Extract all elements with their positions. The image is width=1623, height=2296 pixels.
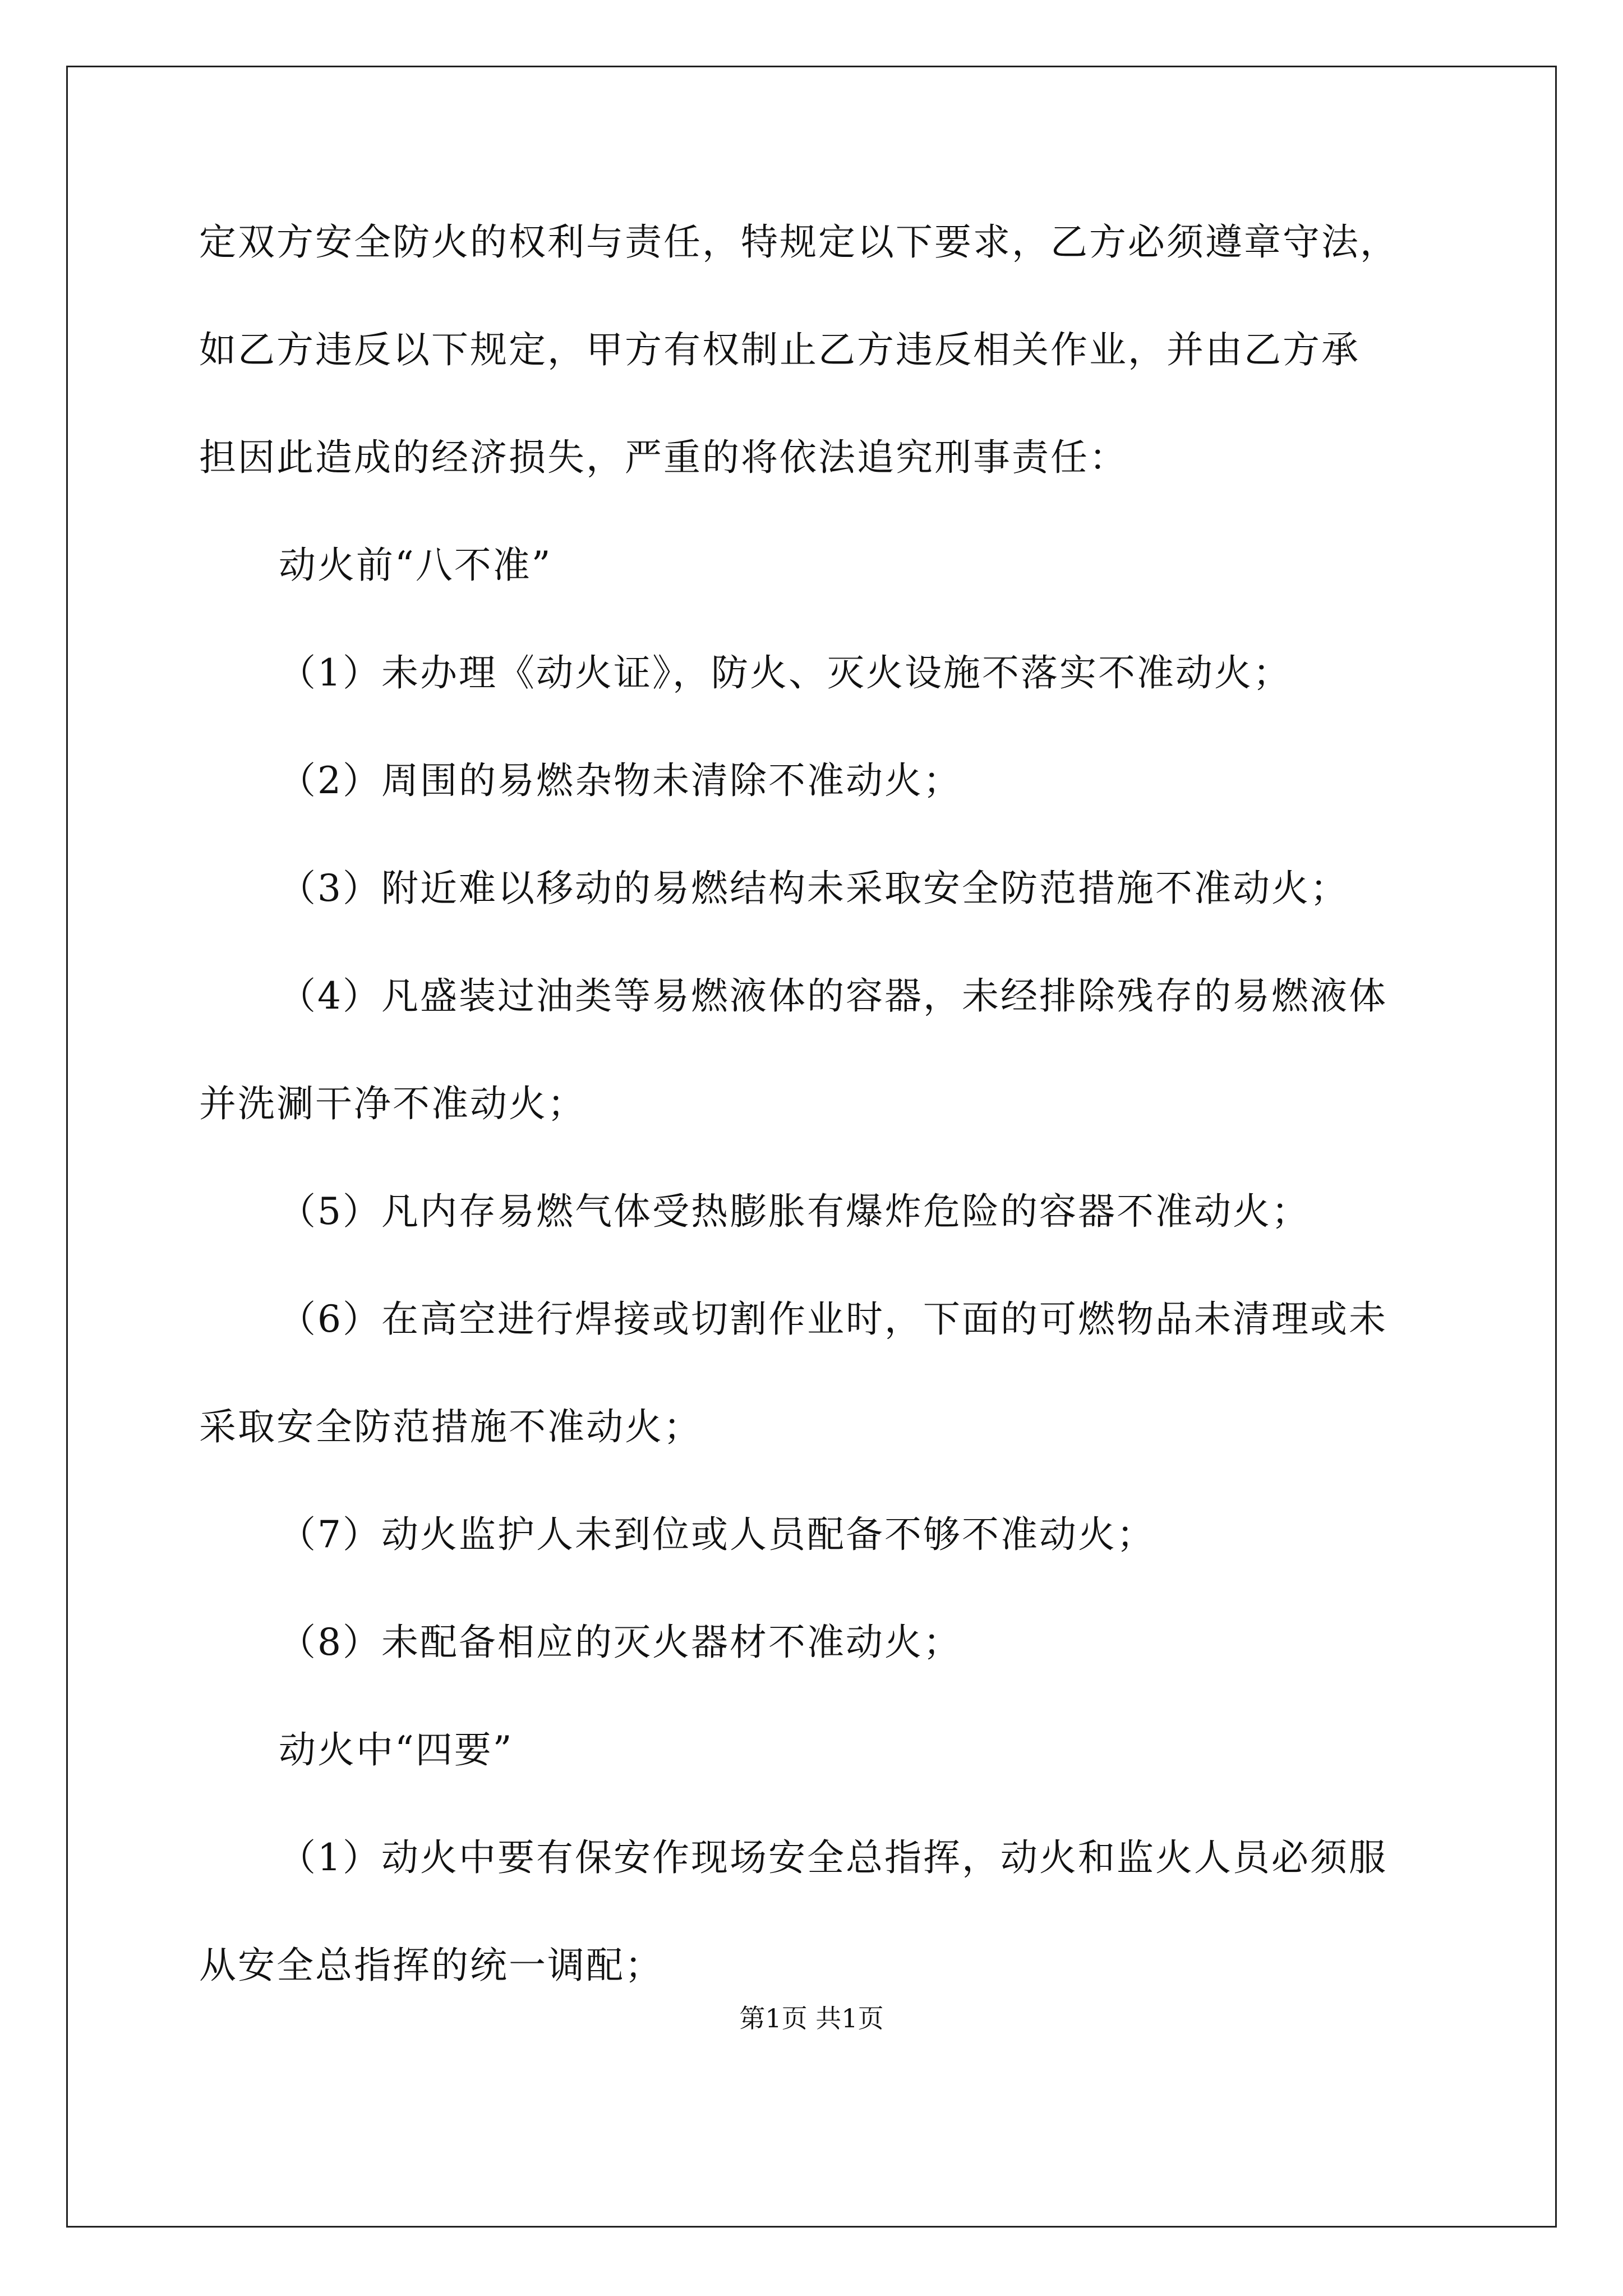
rule-item-3: （3）附近难以移动的易燃结构未采取安全防范措施不准动火； xyxy=(279,867,1349,910)
rule-item-5: （5）凡内存易燃气体受热膨胀有爆炸危险的容器不准动火； xyxy=(279,1190,1310,1233)
rule-item-6-continued: 采取安全防范措施不准动火； xyxy=(199,1405,702,1448)
rule-item-6: （6）在高空进行焊接或切割作业时，下面的可燃物品未清理或未 xyxy=(279,1297,1387,1341)
during-item-1-continued: 从安全总指挥的统一调配； xyxy=(199,1944,663,1987)
rule-item-2: （2）周围的易燃杂物未清除不准动火； xyxy=(279,759,962,802)
page-footer: 第1页 共1页 xyxy=(739,2003,884,2033)
rule-item-8: （8）未配备相应的灭火器材不准动火； xyxy=(279,1621,962,1664)
body-line-2: 如乙方违反以下规定，甲方有权制止乙方违反相关作业，并由乙方承 xyxy=(199,328,1360,371)
rule-item-4: （4）凡盛装过油类等易燃液体的容器，未经排除残存的易燃液体 xyxy=(279,974,1387,1018)
section-heading-before: 动火前“八不准” xyxy=(279,544,552,587)
body-line-3: 担因此造成的经济损失，严重的将依法追究刑事责任： xyxy=(199,436,1128,479)
section-heading-during: 动火中“四要” xyxy=(279,1728,514,1772)
rule-item-7: （7）动火监护人未到位或人员配备不够不准动火； xyxy=(279,1513,1155,1556)
during-item-1: （1）动火中要有保安作现场安全总指挥，动火和监火人员必须服 xyxy=(279,1836,1387,1879)
rule-item-4-continued: 并洗涮干净不准动火； xyxy=(199,1082,586,1125)
rule-item-1: （1）未办理《动火证》，防火、灭火设施不落实不准动火； xyxy=(279,651,1292,694)
document-body xyxy=(199,220,1483,2051)
body-line-1: 定双方安全防火的权利与责任，特规定以下要求，乙方必须遵章守法， xyxy=(199,220,1399,264)
